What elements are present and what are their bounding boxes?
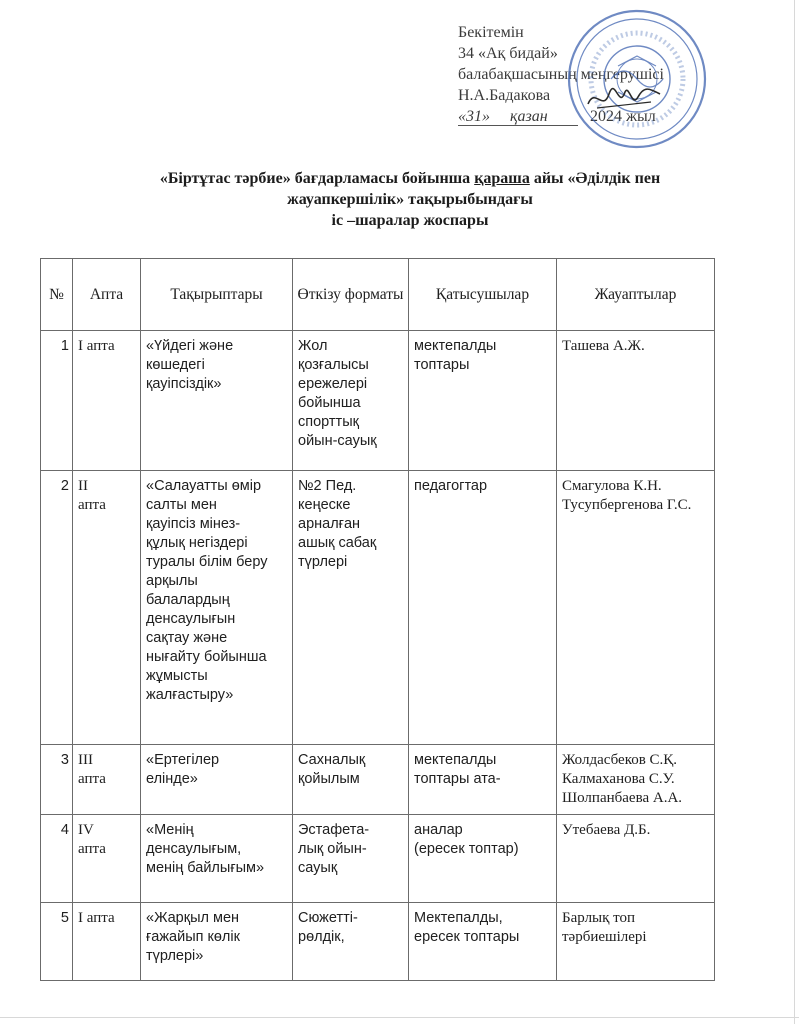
title-line-3: іс –шаралар жоспары bbox=[331, 212, 489, 229]
approval-date-day: «31» bbox=[458, 108, 490, 125]
table-row bbox=[41, 745, 715, 815]
row-responsible: Барлық топ тәрбиешілері bbox=[557, 903, 715, 981]
header-format: Өткізу форматы bbox=[293, 259, 409, 331]
signature-icon bbox=[585, 82, 663, 116]
approval-line: Н.А.Бадакова bbox=[458, 87, 551, 104]
row-topic: «Салауатты өмір салты мен қауіпсіз мінез- құлық негіздері туралы білім беру арқылы балалардың денсаулығын сақтау және нығайту бойынша жұмысты жалғастыру» bbox=[141, 471, 293, 745]
title-line-1: «Біртұтас тәрбие» бағдарламасы бойынша қараша айы «Әділдік пен bbox=[159, 170, 661, 187]
table-row bbox=[41, 815, 715, 903]
row-responsible: Смагулова К.Н. Тусупбергенова Г.С. bbox=[557, 471, 715, 745]
row-participants: аналар (ересек топтар) bbox=[409, 815, 557, 903]
row-topic: «Ертегілер елінде» bbox=[141, 745, 293, 815]
row-participants: Мектепалды, ересек топтары bbox=[409, 903, 557, 981]
events-plan-table bbox=[40, 258, 715, 981]
row-format: Сахналық қойылым bbox=[293, 745, 409, 815]
header-topics: Тақырыптары bbox=[141, 259, 293, 331]
approval-line: Бекітемін bbox=[458, 24, 524, 41]
row-responsible: Ташева А.Ж. bbox=[557, 331, 715, 471]
page-right-edge bbox=[794, 0, 795, 1024]
approval-line: балабақшасының меңгерушісі bbox=[458, 66, 664, 83]
row-week: І апта bbox=[73, 903, 141, 981]
table-header-row bbox=[41, 259, 715, 331]
document-title bbox=[80, 168, 740, 231]
table-row bbox=[41, 903, 715, 981]
page-bottom-edge bbox=[0, 1017, 799, 1018]
header-participants: Қатысушылар bbox=[409, 259, 557, 331]
title-line-2: жауапкершілік» тақырыбындағы bbox=[287, 191, 533, 208]
row-topic: «Менің денсаулығым, менің байлығым» bbox=[141, 815, 293, 903]
row-number: 3 bbox=[41, 745, 73, 815]
row-format: Жол қозғалысы ережелері бойынша спорттық ойын-сауық bbox=[293, 331, 409, 471]
row-responsible: Жолдасбеков С.Қ. Калмаханова С.У. Шолпанбаева А.А. bbox=[557, 745, 715, 815]
row-responsible: Утебаева Д.Б. bbox=[557, 815, 715, 903]
row-topic: «Үйдегі және көшедегі қауіпсіздік» bbox=[141, 331, 293, 471]
row-number: 2 bbox=[41, 471, 73, 745]
title-month: қараша bbox=[474, 170, 530, 187]
header-week: Апта bbox=[73, 259, 141, 331]
row-week: І апта bbox=[73, 331, 141, 471]
date-underline bbox=[458, 125, 578, 126]
approval-date-month: қазан bbox=[510, 108, 548, 125]
row-format: №2 Пед. кеңеске арналған ашық сабақ түрлері bbox=[293, 471, 409, 745]
row-participants: мектепалды топтары ата- bbox=[409, 745, 557, 815]
row-week: ІІ апта bbox=[73, 471, 141, 745]
table-row bbox=[41, 331, 715, 471]
row-number: 5 bbox=[41, 903, 73, 981]
row-number: 4 bbox=[41, 815, 73, 903]
row-week: ІV апта bbox=[73, 815, 141, 903]
row-week: ІІІ апта bbox=[73, 745, 141, 815]
row-format: Сюжетті- рөлдік, bbox=[293, 903, 409, 981]
approval-date-year: 2024 жыл bbox=[590, 108, 656, 125]
row-format: Эстафета- лық ойын- сауық bbox=[293, 815, 409, 903]
row-number: 1 bbox=[41, 331, 73, 471]
row-topic: «Жарқыл мен ғажайып көлік түрлері» bbox=[141, 903, 293, 981]
row-participants: мектепалды топтары bbox=[409, 331, 557, 471]
header-responsible: Жауаптылар bbox=[557, 259, 715, 331]
approval-line: 34 «Ақ бидай» bbox=[458, 45, 558, 62]
round-stamp-icon bbox=[566, 8, 708, 150]
row-participants: педагогтар bbox=[409, 471, 557, 745]
table-row bbox=[41, 471, 715, 745]
header-number: № bbox=[41, 259, 73, 331]
